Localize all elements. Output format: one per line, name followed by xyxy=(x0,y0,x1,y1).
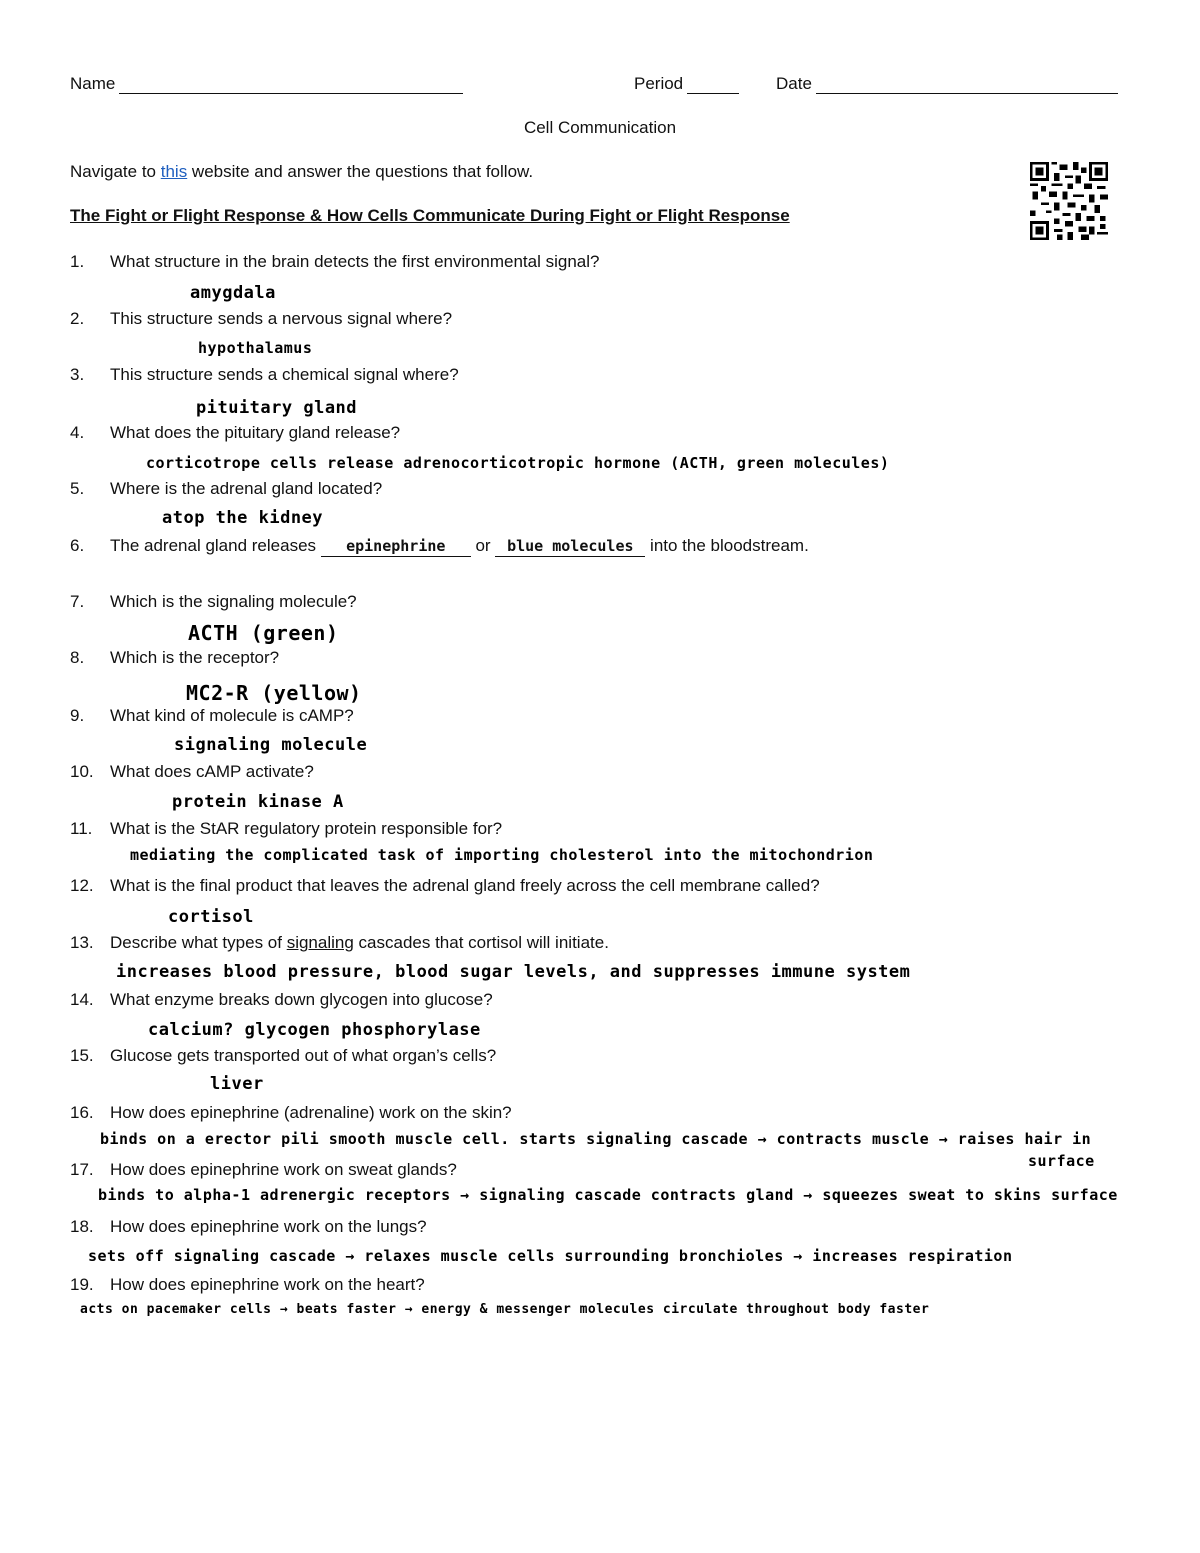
answer-14: calcium? glycogen phosphorylase xyxy=(148,1020,481,1040)
date-blank[interactable] xyxy=(816,75,1118,94)
answer-18: sets off signaling cascade → relaxes muscle cells surrounding bronchioles → increases respiration xyxy=(88,1247,1013,1265)
question-2: 2. This structure sends a nervous signal where? xyxy=(70,309,453,328)
answer-12: cortisol xyxy=(168,907,254,927)
question-12: 12. What is the final product that leaves the adrenal gland freely across the cell membrane called? xyxy=(70,876,820,895)
answer-2: hypothalamus xyxy=(198,339,313,357)
blank-2[interactable]: blue molecules xyxy=(495,536,645,557)
instructions-before: Navigate to xyxy=(70,162,161,181)
blank-1[interactable]: epinephrine xyxy=(321,536,471,557)
question-9: 9. What kind of molecule is cAMP? xyxy=(70,706,354,725)
period-label: Period xyxy=(634,74,684,93)
qr-code-icon xyxy=(1030,162,1108,240)
instructions-after: website and answer the questions that follow. xyxy=(187,162,534,181)
answer-3: pituitary gland xyxy=(196,398,358,418)
date-field[interactable] xyxy=(776,74,1118,94)
question-4: 4. What does the pituitary gland release? xyxy=(70,423,401,442)
question-8: 8. Which is the receptor? xyxy=(70,648,280,667)
answer-10: protein kinase A xyxy=(172,792,344,812)
question-10: 10. What does cAMP activate? xyxy=(70,762,314,781)
name-blank[interactable] xyxy=(119,75,463,94)
answer-8: MC2-R (yellow) xyxy=(186,681,362,705)
instructions xyxy=(70,162,533,182)
answer-15: liver xyxy=(210,1074,264,1094)
answer-7: ACTH (green) xyxy=(188,621,339,645)
question-11: 11. What is the StAR regulatory protein responsible for? xyxy=(70,819,503,838)
question-17: 17. How does epinephrine work on sweat glands? xyxy=(70,1160,457,1179)
page-title: Cell Communication xyxy=(523,118,677,137)
answer-19: acts on pacemaker cells → beats faster → energy & messenger molecules circulate throughout body faster xyxy=(80,1302,930,1317)
answer-16: binds on a erector pili smooth muscle cell. starts signaling cascade → contracts muscle → raises hair in xyxy=(100,1130,1092,1148)
question-14: 14. What enzyme breaks down glycogen into glucose? xyxy=(70,990,493,1009)
period-field[interactable] xyxy=(634,74,739,94)
answer-9: signaling molecule xyxy=(174,735,368,755)
question-19: 19. How does epinephrine work on the heart? xyxy=(70,1275,425,1294)
answer-5: atop the kidney xyxy=(162,508,324,528)
period-blank[interactable] xyxy=(687,75,739,94)
answer-16-continued: surface xyxy=(1028,1152,1095,1170)
question-3: 3. This structure sends a chemical signal where? xyxy=(70,365,459,384)
question-13: 13. Describe what types of signaling cascades that cortisol will initiate. xyxy=(70,933,609,952)
question-18: 18. How does epinephrine work on the lungs? xyxy=(70,1217,427,1236)
question-5: 5. Where is the adrenal gland located? xyxy=(70,479,383,498)
date-label: Date xyxy=(776,74,812,93)
question-15: 15. Glucose gets transported out of what organ’s cells? xyxy=(70,1046,497,1065)
name-field[interactable] xyxy=(70,74,463,94)
answer-4: corticotrope cells release adrenocorticotropic hormone (ACTH, green molecules) xyxy=(146,454,890,472)
section-heading: The Fight or Flight Response & How Cells Communicate During Fight or Flight Response xyxy=(70,206,790,225)
name-label: Name xyxy=(70,74,116,93)
answer-13: increases blood pressure, blood sugar levels, and suppresses immune system xyxy=(116,962,911,982)
answer-11: mediating the complicated task of importing cholesterol into the mitochondrion xyxy=(130,846,874,864)
question-7: 7. Which is the signaling molecule? xyxy=(70,592,357,611)
question-1: 1. What structure in the brain detects the first environmental signal? xyxy=(70,252,600,271)
question-6: 6. The adrenal gland releases epinephrine or blue molecules into the bloodstream. xyxy=(70,536,809,555)
answer-1: amygdala xyxy=(190,283,276,303)
answer-17: binds to alpha-1 adrenergic receptors → signaling cascade contracts gland → squeezes sweat to skins surface xyxy=(98,1186,1118,1204)
question-16: 16. How does epinephrine (adrenaline) work on the skin? xyxy=(70,1103,512,1122)
website-link[interactable]: this xyxy=(160,162,188,181)
